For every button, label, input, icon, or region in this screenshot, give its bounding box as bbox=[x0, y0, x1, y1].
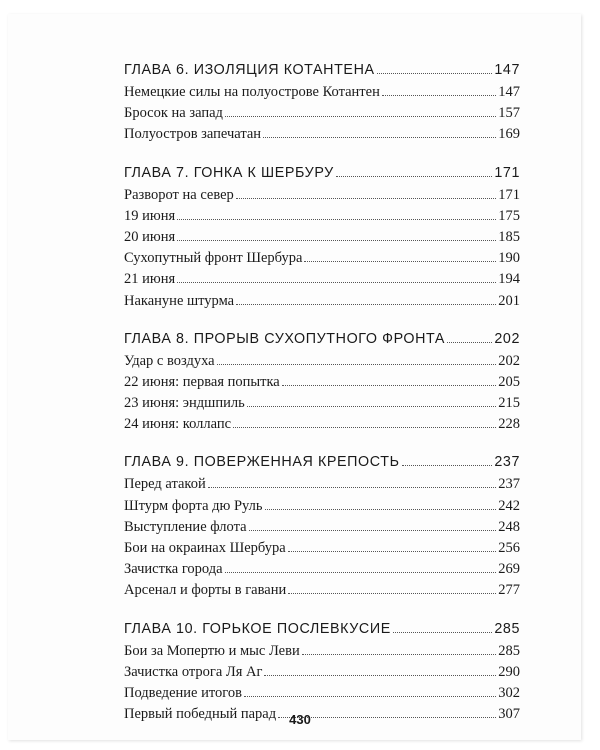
toc-entry bbox=[124, 641, 520, 662]
toc-entry-page: 228 bbox=[498, 416, 520, 433]
toc-entry bbox=[124, 393, 520, 414]
dot-leader bbox=[225, 115, 496, 117]
dot-leader bbox=[265, 508, 497, 510]
dot-leader bbox=[336, 175, 492, 177]
dot-leader bbox=[393, 631, 492, 633]
dot-leader bbox=[177, 218, 496, 220]
toc-entry-label: Бои на окраинах Шербура bbox=[124, 540, 286, 556]
chapter-title bbox=[124, 58, 520, 82]
toc-entry-label: 24 июня: коллапс bbox=[124, 416, 232, 433]
toc-entry-page: 171 bbox=[498, 186, 520, 203]
dot-leader bbox=[247, 405, 497, 407]
dot-leader bbox=[447, 341, 492, 343]
toc-entry-page: 190 bbox=[498, 250, 520, 267]
chapter-title bbox=[124, 161, 520, 185]
toc-entry bbox=[124, 103, 520, 124]
toc-entry-page: 307 bbox=[498, 706, 520, 723]
toc-entry-label: Арсенал и форты в гавани bbox=[124, 582, 287, 599]
toc-entry-page: 302 bbox=[498, 684, 520, 701]
chapter-block bbox=[124, 327, 520, 436]
toc-entry-page: 194 bbox=[498, 271, 520, 288]
toc-entry bbox=[124, 82, 520, 103]
toc-entry-page: 202 bbox=[498, 352, 520, 369]
chapter-block bbox=[124, 450, 520, 601]
toc-entry-label: Подведение итогов bbox=[124, 684, 242, 701]
chapter-title-page: 147 bbox=[494, 62, 520, 78]
toc-entry-label: Сухопутный фронт Шербура bbox=[124, 250, 303, 267]
chapter-block bbox=[124, 58, 520, 146]
chapter-block bbox=[124, 161, 520, 312]
toc-entry-label: Бои за Мопертю и мыс Леви bbox=[124, 642, 300, 659]
dot-leader bbox=[402, 464, 493, 466]
dot-leader bbox=[244, 695, 496, 697]
toc-entry-page: 285 bbox=[498, 642, 520, 659]
dot-leader bbox=[304, 260, 496, 262]
dot-leader bbox=[236, 197, 496, 199]
chapter-block bbox=[124, 617, 520, 726]
dot-leader bbox=[225, 571, 497, 573]
toc-entry bbox=[124, 414, 520, 435]
toc-entry-page: 242 bbox=[498, 497, 520, 514]
toc-entry bbox=[124, 291, 520, 312]
dot-leader bbox=[382, 94, 496, 96]
chapter-title-label: ГЛАВА 9. ПОВЕРЖЕННАЯ КРЕПОСТЬ bbox=[124, 454, 400, 471]
toc-entry bbox=[124, 372, 520, 393]
dot-leader bbox=[208, 486, 497, 488]
toc-entry bbox=[124, 185, 520, 206]
chapter-title-page: 202 bbox=[494, 330, 520, 347]
toc-entry-label: 22 июня: первая попытка bbox=[124, 373, 280, 390]
toc-entry-page: 256 bbox=[498, 540, 520, 556]
toc-entry-label: 19 июня bbox=[124, 207, 176, 224]
chapter-title bbox=[124, 617, 520, 641]
toc-entry-page: 237 bbox=[498, 476, 520, 493]
toc-entry bbox=[124, 559, 520, 580]
chapter-title-label: ГЛАВА 6. ИЗОЛЯЦИЯ КОТАНТЕНА bbox=[124, 62, 375, 78]
page-number: 430 bbox=[289, 712, 311, 727]
toc-entry-page: 248 bbox=[498, 518, 520, 535]
chapter-title bbox=[124, 450, 520, 474]
table-of-contents bbox=[124, 58, 520, 740]
toc-entry-label: Первый победный парад bbox=[124, 706, 277, 723]
dot-leader bbox=[288, 550, 497, 552]
toc-entry-page: 215 bbox=[498, 395, 520, 412]
toc-entry bbox=[124, 662, 520, 683]
toc-entry bbox=[124, 351, 520, 372]
toc-entry bbox=[124, 683, 520, 704]
dot-leader bbox=[264, 674, 496, 676]
dot-leader bbox=[233, 426, 496, 428]
toc-entry-label: 21 июня bbox=[124, 271, 176, 288]
dot-leader bbox=[217, 363, 497, 365]
chapter-title bbox=[124, 327, 520, 351]
toc-entry-page: 269 bbox=[498, 561, 520, 578]
toc-entry bbox=[124, 248, 520, 269]
dot-leader bbox=[236, 303, 496, 305]
dot-leader bbox=[302, 653, 497, 655]
toc-entry-page: 169 bbox=[498, 126, 520, 143]
toc-entry bbox=[124, 580, 520, 601]
chapter-title-label: ГЛАВА 7. ГОНКА К ШЕРБУРУ bbox=[124, 164, 334, 181]
toc-entry-label: Немецкие силы на полуострове Котантен bbox=[124, 84, 380, 100]
toc-entry-page: 277 bbox=[498, 582, 520, 599]
dot-leader bbox=[249, 529, 497, 531]
dot-leader bbox=[263, 136, 496, 138]
chapter-title-label: ГЛАВА 8. ПРОРЫВ СУХОПУТНОГО ФРОНТА bbox=[124, 330, 446, 347]
toc-entry bbox=[124, 124, 520, 145]
dot-leader bbox=[288, 592, 496, 594]
toc-entry-label: Полуостров запечатан bbox=[124, 126, 262, 143]
chapter-title-page: 285 bbox=[494, 620, 520, 637]
toc-entry bbox=[124, 227, 520, 248]
dot-leader bbox=[177, 239, 496, 241]
toc-entry-page: 201 bbox=[498, 292, 520, 309]
toc-entry-label: 23 июня: эндшпиль bbox=[124, 395, 245, 412]
toc-entry-label: Выступление флота bbox=[124, 518, 247, 535]
chapter-title-page: 237 bbox=[494, 454, 520, 471]
toc-entry-label: Перед атакой bbox=[124, 476, 206, 493]
chapter-title-page: 171 bbox=[494, 164, 520, 181]
toc-entry-page: 175 bbox=[498, 207, 520, 224]
toc-entry bbox=[124, 206, 520, 227]
toc-entry-label: Зачистка отрога Ля Аг bbox=[124, 663, 263, 680]
toc-entry-label: Зачистка города bbox=[124, 561, 223, 578]
toc-entry-page: 205 bbox=[498, 373, 520, 390]
toc-entry-label: Штурм форта дю Руль bbox=[124, 497, 263, 514]
toc-entry-label: 20 июня bbox=[124, 228, 176, 245]
toc-entry-label: Бросок на запад bbox=[124, 105, 223, 122]
toc-entry-label: Удар с воздуха bbox=[124, 352, 215, 369]
dot-leader bbox=[377, 72, 493, 74]
toc-entry bbox=[124, 496, 520, 517]
dot-leader bbox=[177, 281, 496, 283]
chapter-title-label: ГЛАВА 10. ГОРЬКОЕ ПОСЛЕВКУСИЕ bbox=[124, 620, 391, 637]
toc-entry-page: 157 bbox=[498, 105, 520, 122]
toc-entry bbox=[124, 538, 520, 559]
toc-entry bbox=[124, 517, 520, 538]
toc-entry-page: 290 bbox=[498, 663, 520, 680]
toc-entry-page: 185 bbox=[498, 228, 520, 245]
toc-entry-page: 147 bbox=[498, 84, 520, 100]
dot-leader bbox=[282, 384, 497, 386]
toc-entry-label: Накануне штурма bbox=[124, 292, 235, 309]
toc-entry-label: Разворот на север bbox=[124, 186, 234, 203]
toc-entry bbox=[124, 269, 520, 290]
toc-entry bbox=[124, 474, 520, 495]
